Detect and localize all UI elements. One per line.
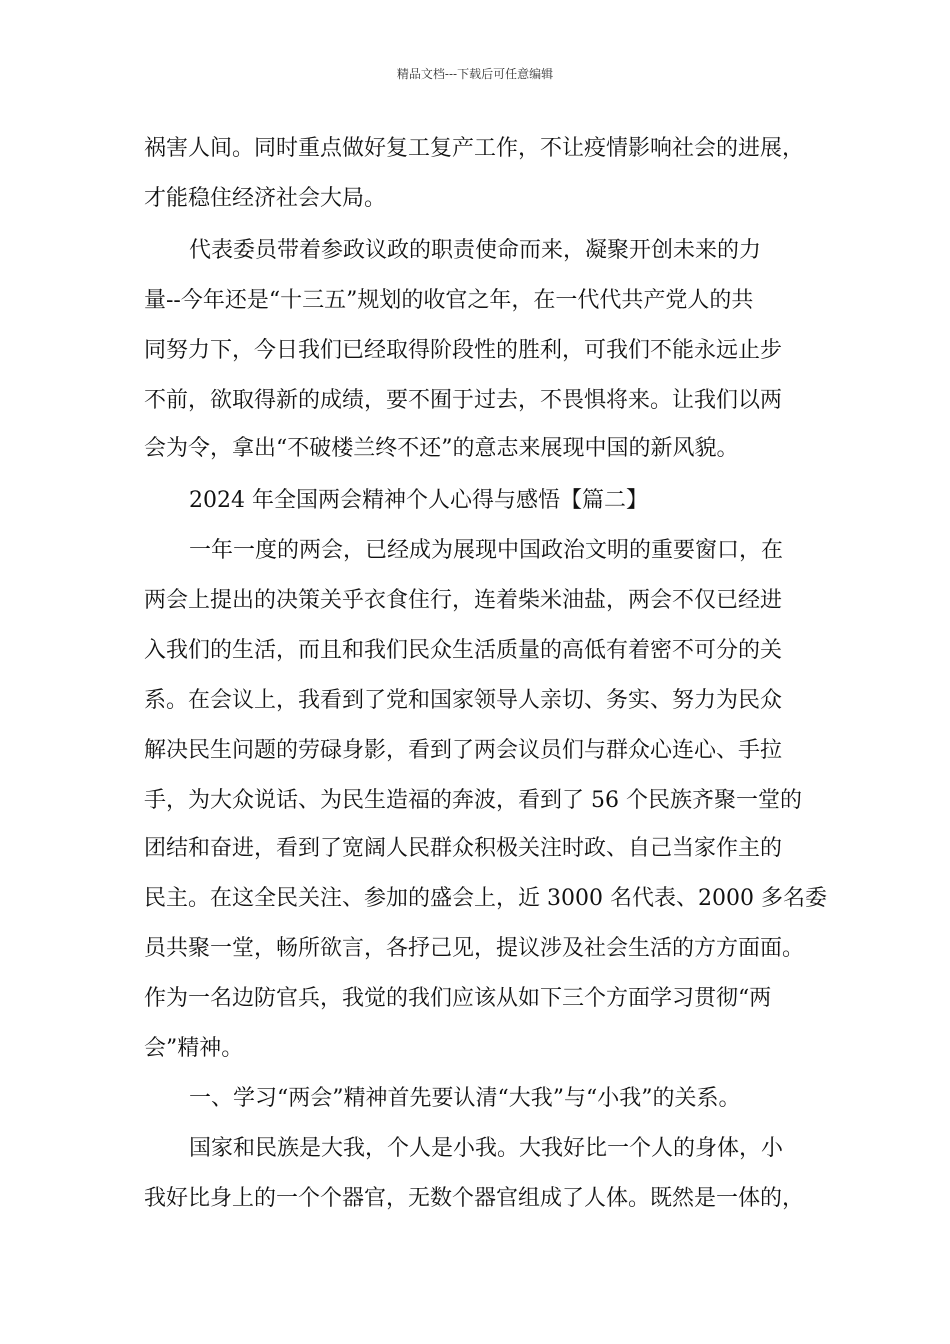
text-line: 解决民生问题的劳碌身影，看到了两会议员们与群众心连心、手拉: [144, 738, 783, 763]
text-line: 我好比身上的一个个器官，无数个器官组成了人体。既然是一体的，: [144, 1186, 805, 1211]
text-line: 民主。在这全民关注、参加的盛会上，近 3000 名代表、2000 多名委: [144, 886, 827, 911]
section-heading: 2024 年全国两会精神个人心得与感悟【篇二】: [189, 488, 648, 513]
text-line: 员共聚一堂，畅所欲言，各抒己见，提议涉及社会生活的方方面面。: [144, 936, 805, 961]
text-line: 系。在会议上，我看到了党和国家领导人亲切、务实、努力为民众: [144, 688, 783, 713]
text-line: 作为一名边防官兵，我觉的我们应该从如下三个方面学习贯彻“两: [144, 986, 772, 1011]
text-line: 代表委员带着参政议政的职责使命而来，凝聚开创未来的力: [189, 238, 762, 263]
text-line: 同努力下，今日我们已经取得阶段性的胜利，可我们不能永远止步: [144, 338, 783, 363]
text-line: 国家和民族是大我，个人是小我。大我好比一个人的身体，小: [189, 1136, 784, 1161]
text-line: 会为令，拿出“不破楼兰终不还”的意志来展现中国的新风貌。: [144, 436, 739, 461]
text-line: 量--今年还是“十三五”规划的收官之年，在一代代共产党人的共: [144, 288, 754, 313]
text-line: 手，为大众说话、为民生造福的奔波，看到了 56 个民族齐聚一堂的: [144, 788, 802, 813]
text-line: 一年一度的两会，已经成为展现中国政治文明的重要窗口，在: [189, 538, 784, 563]
section-heading: 一、学习“两会”精神首先要认清“大我”与“小我”的关系。: [189, 1086, 741, 1111]
text-line: 祸害人间。同时重点做好复工复产工作，不让疫情影响社会的进展，: [144, 136, 805, 161]
text-line: 不前，欲取得新的成绩，要不囿于过去，不畏惧将来。让我们以两: [144, 388, 783, 413]
text-line: 才能稳住经济社会大局。: [144, 186, 387, 211]
text-line: 入我们的生活，而且和我们民众生活质量的高低有着密不可分的关: [144, 638, 783, 663]
text-line: 团结和奋进，看到了宽阔人民群众积极关注时政、自己当家作主的: [144, 836, 783, 861]
text-line: 会”精神。: [144, 1036, 244, 1061]
page-header: 精品文档---下载后可任意编辑: [396, 67, 554, 81]
text-line: 两会上提出的决策关乎衣食住行，连着柴米油盐，两会不仅已经进: [144, 588, 783, 613]
